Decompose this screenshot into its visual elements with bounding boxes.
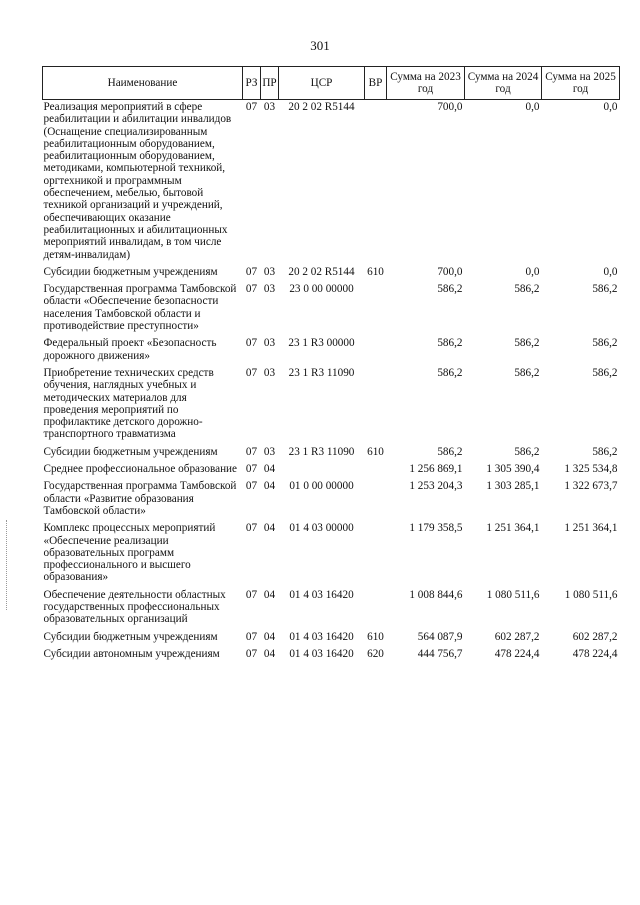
cell-vr	[365, 336, 387, 366]
cell-sum-2025: 1 325 534,8	[564, 463, 618, 476]
cell-vr	[365, 100, 387, 265]
cell-sum-2024: 586,2	[514, 445, 540, 458]
cell-rz: 07	[245, 480, 258, 493]
cell-rz: 07	[245, 630, 258, 643]
table-row	[43, 462, 620, 479]
cell-pr: 03	[263, 337, 276, 350]
cell-rz: 07	[245, 522, 258, 535]
cell-pr: 03	[263, 101, 276, 113]
cell-csr: 20 2 02 R5144	[288, 265, 355, 278]
cell-pr: 03	[263, 283, 276, 296]
cell-sum-2025: 586,2	[592, 337, 618, 350]
cell-vr: 610	[367, 630, 384, 643]
cell-sum-2023: 586,2	[437, 337, 463, 350]
cell-sum-2023: 700,0	[437, 265, 463, 278]
cell-name: Субсидии бюджетным учреждениям	[43, 445, 218, 458]
cell-sum-2024: 602 287,2	[494, 630, 540, 643]
cell-name: Федеральный проект «Безопасность дорожного движения»	[43, 337, 217, 362]
cell-rz: 07	[245, 445, 258, 458]
cell-vr	[365, 366, 387, 445]
table-row	[43, 588, 620, 630]
cell-sum-2025: 1 322 673,7	[564, 480, 618, 493]
cell-sum-2024: 0,0	[525, 265, 540, 278]
cell-pr: 04	[263, 480, 276, 493]
cell-rz: 07	[245, 463, 258, 476]
table-row	[43, 282, 620, 336]
cell-csr: 23 1 R3 00000	[288, 337, 355, 350]
cell-rz: 07	[245, 101, 258, 113]
cell-sum-2023: 1 179 358,5	[409, 522, 463, 535]
header-sum-2023: Сумма на 2023 год	[387, 67, 465, 100]
cell-sum-2024: 586,2	[514, 366, 540, 379]
cell-sum-2025: 586,2	[592, 283, 618, 296]
cell-sum-2023: 1 256 869,1	[409, 463, 463, 476]
table-row	[43, 366, 620, 445]
cell-pr: 04	[263, 630, 276, 643]
cell-rz: 07	[245, 265, 258, 278]
cell-name: Субсидии бюджетным учреждениям	[43, 265, 218, 278]
cell-name: Приобретение технических средств обучения, наглядных учебных и методических материалов для проведения мероприятий по профилактике детского дорожно-транспортного травматизма	[43, 366, 214, 441]
cell-sum-2024: 0,0	[525, 101, 540, 113]
cell-sum-2025: 586,2	[592, 445, 618, 458]
cell-pr: 04	[263, 463, 276, 476]
cell-vr: 620	[367, 647, 384, 660]
cell-name: Субсидии бюджетным учреждениям	[43, 630, 218, 643]
cell-csr: 01 4 03 00000	[289, 522, 354, 535]
header-name: Наименование	[43, 67, 243, 100]
table-body	[43, 100, 620, 665]
cell-sum-2023: 1 253 204,3	[409, 480, 463, 493]
cell-sum-2025: 586,2	[592, 366, 618, 379]
cell-sum-2024: 586,2	[514, 337, 540, 350]
cell-sum-2024: 478 224,4	[494, 647, 540, 660]
table-row	[43, 647, 620, 664]
cell-sum-2025: 602 287,2	[572, 630, 618, 643]
cell-sum-2025: 0,0	[603, 101, 618, 113]
cell-sum-2023: 586,2	[437, 445, 463, 458]
table-row	[43, 445, 620, 462]
header-sum-2025: Сумма на 2025 год	[542, 67, 620, 100]
cell-sum-2024: 1 080 511,6	[486, 588, 540, 601]
cell-rz: 07	[245, 647, 258, 660]
cell-vr: 610	[367, 445, 384, 458]
header-csr: ЦСР	[279, 67, 365, 100]
cell-sum-2023: 700,0	[437, 101, 463, 113]
cell-csr: 23 0 00 00000	[289, 283, 354, 296]
cell-name: Государственная программа Тамбовской области «Обеспечение безопасности населения Тамбовской области и противодействие преступности»	[43, 283, 237, 333]
cell-csr	[279, 462, 365, 479]
budget-table	[42, 66, 620, 664]
cell-sum-2023: 444 756,7	[417, 647, 463, 660]
header-vr: ВР	[365, 67, 387, 100]
margin-mark	[6, 520, 11, 610]
cell-name: Государственная программа Тамбовской области «Развитие образования Тамбовской области»	[43, 480, 237, 517]
cell-name: Комплекс процессных мероприятий «Обеспечение реализации образовательных программ профессионального и высшего образования»	[43, 522, 216, 584]
cell-rz: 07	[245, 366, 258, 379]
cell-sum-2024: 1 251 364,1	[486, 522, 540, 535]
cell-csr: 23 1 R3 11090	[288, 366, 355, 379]
header-sum-2024: Сумма на 2024 год	[465, 67, 542, 100]
cell-name: Среднее профессиональное образование	[43, 463, 238, 476]
cell-sum-2024: 586,2	[514, 283, 540, 296]
cell-sum-2023: 1 008 844,6	[409, 588, 463, 601]
cell-sum-2023: 564 087,9	[417, 630, 463, 643]
cell-vr	[365, 588, 387, 630]
cell-pr: 03	[263, 445, 276, 458]
cell-csr: 01 4 03 16420	[289, 588, 354, 601]
table-row	[43, 521, 620, 587]
cell-rz: 07	[245, 337, 258, 350]
cell-csr: 01 4 03 16420	[289, 647, 354, 660]
table-header-row	[43, 67, 620, 100]
table-row	[43, 265, 620, 282]
cell-csr: 23 1 R3 11090	[288, 445, 355, 458]
cell-sum-2025: 1 251 364,1	[564, 522, 618, 535]
cell-vr	[365, 462, 387, 479]
header-pr: ПР	[261, 67, 279, 100]
cell-pr: 03	[263, 265, 276, 278]
cell-csr: 01 4 03 16420	[289, 630, 354, 643]
cell-pr: 03	[263, 366, 276, 379]
cell-name: Субсидии автономным учреждениям	[43, 647, 220, 660]
cell-csr: 01 0 00 00000	[289, 480, 354, 493]
page-number: 301	[310, 38, 330, 53]
cell-pr: 04	[263, 588, 276, 601]
header-rz: РЗ	[243, 67, 261, 100]
cell-sum-2025: 0,0	[603, 265, 618, 278]
cell-name: Реализация мероприятий в сфере реабилитации и абилитации инвалидов (Оснащение специализированным реабилитационным оборудованием, реабилитационным оборудованием, методиками, компьютерной техникой, оргтехникой и программным обеспечением, мебелью, бытовой техникой организаций и учреждений, обеспечивающих оказание реабилитационных и абилитационных мероприятий инвалидам, в том числе детям-инвалидам)	[43, 101, 232, 261]
table-row	[43, 100, 620, 265]
cell-pr: 04	[263, 647, 276, 660]
cell-vr	[365, 521, 387, 587]
cell-vr: 610	[367, 265, 384, 278]
cell-sum-2023: 586,2	[437, 283, 463, 296]
cell-sum-2025: 478 224,4	[572, 647, 618, 660]
cell-sum-2024: 1 303 285,1	[486, 480, 540, 493]
cell-vr	[365, 479, 387, 521]
cell-sum-2023: 586,2	[437, 366, 463, 379]
table-row	[43, 479, 620, 521]
cell-csr: 20 2 02 R5144	[288, 101, 355, 113]
table-row	[43, 336, 620, 366]
cell-pr: 04	[263, 522, 276, 535]
cell-sum-2024: 1 305 390,4	[486, 463, 540, 476]
cell-vr	[365, 282, 387, 336]
cell-name: Обеспечение деятельности областных государственных профессиональных образовательных организаций	[43, 588, 226, 626]
cell-rz: 07	[245, 588, 258, 601]
cell-rz: 07	[245, 283, 258, 296]
cell-sum-2025: 1 080 511,6	[564, 588, 618, 601]
table-row	[43, 630, 620, 647]
